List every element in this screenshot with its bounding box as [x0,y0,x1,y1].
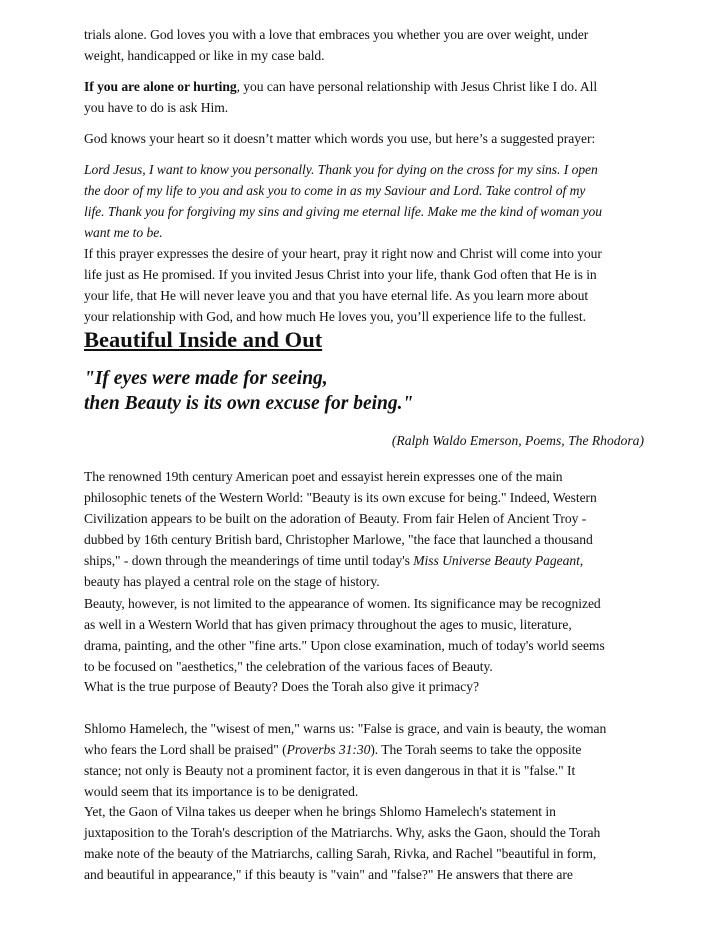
paragraph-body-1: The renowned 19th century American poet and essayist herein expresses one of the main philosophic tenets of the Western World: "Beauty is its own excuse for being." Indeed, Western Civilization appears to be built on the adoration of Beauty. From fair Helen of Ancient Troy - dubbed by 16th century British bard, Christopher Marlowe, "the face that launched a thousand ships," - down through the meanderings of time until today's Miss Universe Beauty Pageant, beauty has played a central role on the stage of history. [84,469,597,589]
paragraph-body-2: Beauty, however, is not limited to the appearance of women. Its significance may be recognized as well in a Western World that has given primacy throughout the ages to music, literature, drama, painting, and the other "fine arts." Upon close examination, much of today's world seems to be focused on "aesthetics," the celebration of the various faces of Beauty. [84,596,605,674]
italic-title: Miss Universe Beauty Pageant [413,553,580,568]
italic-citation: Proverbs 31:30 [286,742,371,757]
prayer-paragraph: Lord Jesus, I want to know you personally. Thank you for dying on the cross for my sins. I open the door of my life to you and ask you to come in as my Saviour and Lord. Take control of my life. Thank you for forgiving my sins and giving me eternal life. Make me the kind of woman you want me to be. [84,162,603,240]
section-quote: "If eyes were made for seeing, then Beauty is its own excuse for being." [84,368,414,414]
paragraph-body-4: Shlomo Hamelech, the "wisest of men," warns us: "False is grace, and vain is beauty, the woman who fears the Lord shall be praised" (Proverbs 31:30). The Torah seems to take the opposite stance; not only is Beauty not a prominent factor, it is even dangerous in that it is "false." It would seem that its importance is to be denigrated. [84,721,607,799]
section-heading: Beautiful Inside and Out [84,327,323,352]
paragraph-intro-3: God knows your heart so it doesn’t matter which words you use, but here’s a suggested prayer: [84,131,596,146]
paragraph-intro-2: If you are alone or hurting, you can have personal relationship with Jesus Christ like I do. All you have to do is ask Him. [84,79,598,115]
paragraph-intro-5: If this prayer expresses the desire of your heart, pray it right now and Christ will come into your life just as He promised. If you invited Jesus Christ into your life, thank God often that He is in your life, that He will never leave you and that you have eternal life. As you learn more about your relationship with God, and how much He loves you, you’ll experience life to the fullest. [84,246,602,324]
quote-attribution: (Ralph Waldo Emerson, Poems, The Rhodora) [391,433,644,448]
paragraph-body-5: Yet, the Gaon of Vilna takes us deeper when he brings Shlomo Hamelech's statement in juxtaposition to the Torah's description of the Matriarchs. Why, asks the Gaon, should the Torah make note of the beauty of the Matriarchs, calling Sarah, Rivka, and Rachel "beautiful in form, and beautiful in appearance," if this beauty is "vain" and "false?" He answers that there are [84,804,601,882]
bold-phrase: If you are alone or hurting [84,79,237,94]
paragraph-intro-1: trials alone. God loves you with a love that embraces you whether you are over weight, under weight, handicapped or like in my case bald. [84,27,589,63]
paragraph-body-3: What is the true purpose of Beauty? Does the Torah also give it primacy? [84,679,479,694]
